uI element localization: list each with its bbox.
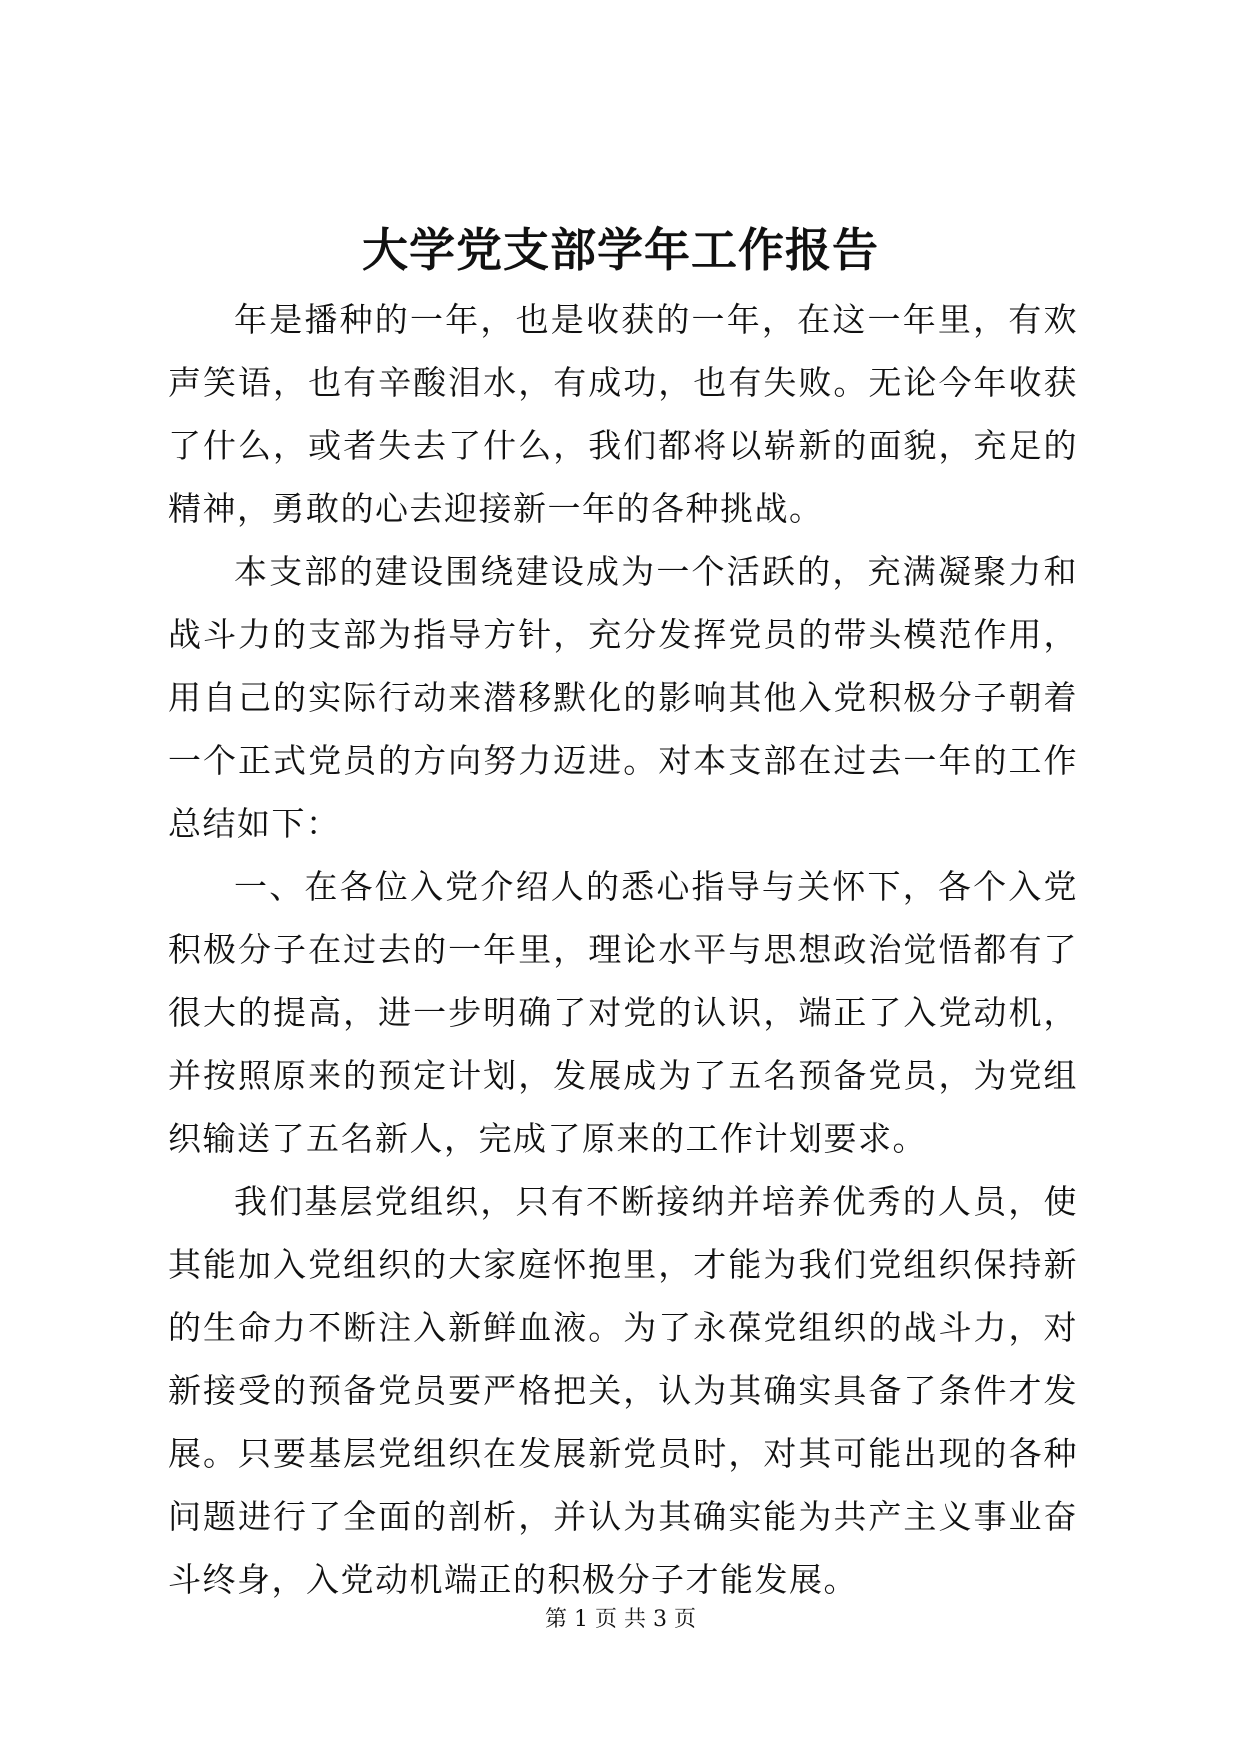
paragraph-section-one: 一、在各位入党介绍人的悉心指导与关怀下，各个入党积极分子在过去的一年里，理论水平与思想政治觉悟都有了很大的提高，进一步明确了对党的认识，端正了入党动机，并按照原来的预定计划，发展成为了五名预备党员，为党组织输送了五名新人，完成了原来的工作计划要求。 xyxy=(168,867,1078,1158)
page-number-footer: 第 1 页 共 3 页 xyxy=(545,1607,696,1632)
paragraph-guideline: 本支部的建设围绕建设成为一个活跃的，充满凝聚力和战斗力的支部为指导方针，充分发挥党员的带头模范作用，用自己的实际行动来潜移默化的影响其他入党积极分子朝着一个正式党员的方向努力迈进。对本支部在过去一年的工作总结如下： xyxy=(168,552,1078,843)
document-body xyxy=(168,288,1078,1611)
document-title: 大学党支部学年工作报告 xyxy=(362,223,879,277)
paragraph-grassroots: 我们基层党组织，只有不断接纳并培养优秀的人员，使其能加入党组织的大家庭怀抱里，才能为我们党组织保持新的生命力不断注入新鲜血液。为了永葆党组织的战斗力，对新接受的预备党员要严格把关，认为其确实具备了条件才发展。只要基层党组织在发展新党员时，对其可能出现的各种问题进行了全面的剖析，并认为其确实能为共产主义事业奋斗终身，入党动机端正的积极分子才能发展。 xyxy=(168,1182,1078,1599)
paragraph-intro: 年是播种的一年，也是收获的一年，在这一年里，有欢声笑语，也有辛酸泪水，有成功，也有失败。无论今年收获了什么，或者失去了什么，我们都将以崭新的面貌，充足的精神，勇敢的心去迎接新一年的各种挑战。 xyxy=(168,300,1078,528)
